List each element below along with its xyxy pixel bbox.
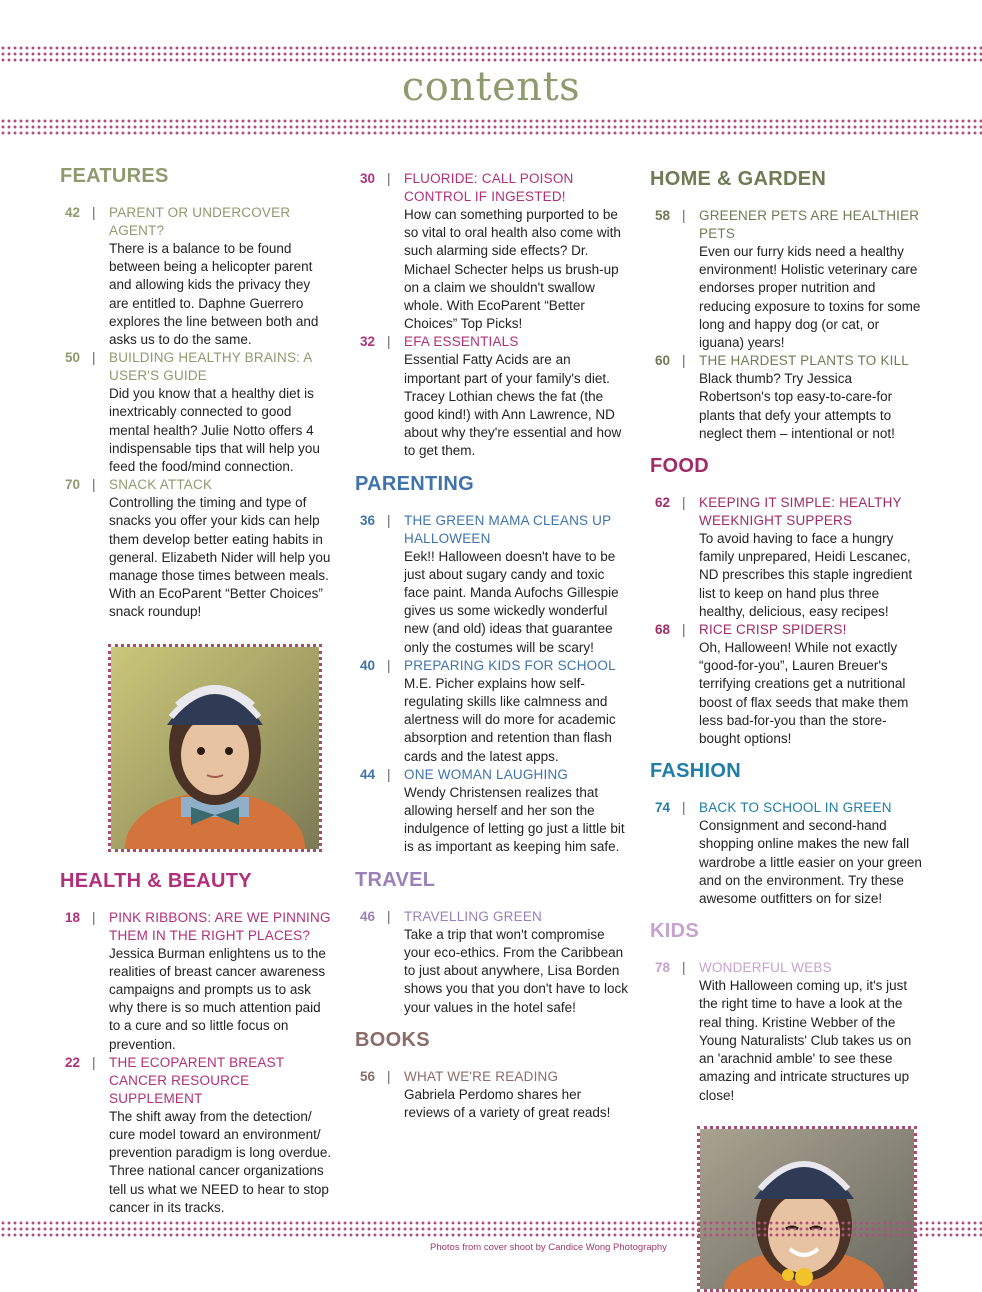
- toc-entry[interactable]: [650, 621, 922, 748]
- entry-description: Wendy Christensen realizes that allowing herself and her son the indulgence of letting go just a little bit is as important as keeping him safe.: [404, 784, 625, 855]
- page-number: 70: [65, 477, 81, 493]
- entry-description: Black thumb? Try Jessica Robertson's top easy-to-care-for plants that defy your attempts to neglect them – intentional or not!: [699, 371, 895, 441]
- separator-bar: |: [387, 171, 391, 186]
- toc-entry[interactable]: [60, 349, 332, 476]
- separator-bar: |: [682, 960, 686, 976]
- entry-title[interactable]: SNACK ATTACK: [109, 477, 213, 493]
- entry-description: Consignment and second-hand shopping online makes the new fall wardrobe a little easier on your green and on the environment. Try these awesome outfitters on for size!: [699, 818, 922, 907]
- cover-photo-boy-portrait: [108, 644, 322, 852]
- separator-bar: |: [92, 909, 96, 925]
- cover-photo-boy-flower: [697, 1126, 917, 1292]
- page-number: 46: [360, 908, 376, 924]
- toc-entry[interactable]: [650, 352, 922, 443]
- page-number: 68: [655, 622, 671, 638]
- separator-bar: |: [387, 908, 391, 924]
- section-heading-features: FEATURES: [60, 165, 169, 187]
- toc-entry[interactable]: [60, 1054, 332, 1217]
- toc-entry[interactable]: [355, 657, 630, 766]
- toc-entry[interactable]: [650, 494, 922, 621]
- toc-entry[interactable]: [355, 512, 630, 657]
- toc-entry[interactable]: [650, 207, 922, 352]
- section-heading-books: BOOKS: [355, 1028, 430, 1051]
- toc-entry[interactable]: [60, 909, 332, 1054]
- section-heading-health-beauty: HEALTH & BEAUTY: [60, 869, 252, 892]
- entry-description: Eek!! Halloween doesn't have to be just about sugary candy and toxic face paint. Manda Aufochs Gillespie gives us some wickedly wonderful new (and old) ideas that guarantee only the costumes will be scary!: [404, 548, 619, 655]
- entry-title[interactable]: BUILDING HEALTHY BRAINS: A USER'S GUIDE: [109, 350, 312, 384]
- entry-title[interactable]: TRAVELLING GREEN: [404, 908, 542, 924]
- entry-title[interactable]: PREPARING KIDS FOR SCHOOL: [404, 657, 616, 673]
- separator-bar: |: [387, 657, 391, 673]
- separator-bar: |: [387, 512, 391, 528]
- separator-bar: |: [387, 766, 391, 782]
- entry-description: Jessica Burman enlightens us to the realities of breast cancer awareness campaigns and prompts us to ask why there is so much attention paid to a cure and so little focus on prevention.: [109, 945, 326, 1052]
- page-number: 62: [655, 495, 671, 511]
- page-number: 58: [655, 208, 671, 223]
- section-heading-travel: TRAVEL: [355, 868, 436, 891]
- separator-bar: |: [92, 350, 96, 366]
- entry-description: To avoid having to face a hungry family unprepared, Heidi Lescanec, ND prescribes this staple ingredient list to keep on hand plus three healthy, delicious, easy recipes!: [699, 531, 913, 619]
- toc-entry[interactable]: [650, 959, 922, 1104]
- separator-bar: |: [387, 1068, 391, 1084]
- toc-entry[interactable]: [355, 766, 630, 857]
- separator-bar: |: [682, 622, 686, 638]
- separator-bar: |: [682, 800, 686, 816]
- page-title: contents: [401, 64, 581, 110]
- toc-entry[interactable]: [355, 1068, 630, 1122]
- column-1: [60, 165, 332, 1217]
- title-dotted-border: [0, 118, 982, 136]
- section-heading-fashion: FASHION: [650, 760, 741, 783]
- entry-title[interactable]: THE ECOPARENT BREAST CANCER RESOURCE SUPPLEMENT: [109, 1054, 285, 1106]
- entry-title[interactable]: THE HARDEST PLANTS TO KILL: [699, 353, 910, 369]
- entry-description: Controlling the timing and type of snacks you offer your kids can help them develop better eating habits in general. Elizabeth Nider will help you manage those times between meals. With an EcoParent “Better Choices” snack roundup!: [109, 495, 331, 620]
- bottom-dotted-border: [0, 1220, 982, 1238]
- page-number: 56: [360, 1068, 376, 1084]
- toc-entry[interactable]: [355, 333, 630, 460]
- toc-entry[interactable]: [650, 799, 922, 908]
- toc-entry[interactable]: [355, 170, 630, 333]
- entry-description: There is a balance to be found between being a helicopter parent and allowing kids the privacy they are entitled to. Daphne Guerrero explores the line between both and asks us to do the same.: [109, 241, 319, 348]
- page-number: 60: [655, 353, 671, 369]
- page-number: 30: [360, 171, 376, 186]
- page-number: 44: [360, 766, 376, 782]
- boy-flower-illustration: [700, 1129, 914, 1289]
- entry-description: Gabriela Perdomo shares her reviews of a variety of great reads!: [404, 1086, 611, 1120]
- entry-description: Take a trip that won't compromise your eco-ethics. From the Caribbean to just about anywhere, Lisa Borden shows you that you don't have to lock your values in the hotel safe!: [404, 926, 628, 1015]
- section-heading-kids: KIDS: [650, 920, 699, 943]
- page-number: 42: [65, 205, 81, 220]
- page-number: 22: [65, 1054, 81, 1070]
- section-heading-food: FOOD: [650, 455, 709, 478]
- separator-bar: |: [682, 495, 686, 511]
- entry-description: Even our furry kids need a healthy environment! Holistic veterinary care endorses proper nutrition and reducing exposure to toxins for some long and happy dog (or cat, or iguana) years!: [699, 244, 921, 351]
- page-number: 78: [655, 960, 671, 976]
- entry-description: Essential Fatty Acids are an important part of your family's diet. Tracey Lothian chews the fat (the good kind!) with Ann Lawrence, ND about why they're essential and how to get them.: [404, 352, 622, 459]
- entry-description: The shift away from the detection/ cure model toward an environment/ prevention paradigm is long overdue. Three national cancer organizations tell us what we NEED to hear to stop cancer in its tracks.: [109, 1108, 332, 1215]
- page-number: 74: [655, 800, 671, 816]
- page-number: 50: [65, 350, 81, 366]
- entry-description: Oh, Halloween! While not exactly “good-for-you”, Lauren Breuer's terrifying creations get a nutritional boost of flax seeds that make them less bad-for-you than the store-bought options!: [699, 640, 909, 747]
- entry-title[interactable]: PINK RIBBONS: ARE WE PINNING THEM IN THE RIGHT PLACES?: [109, 909, 331, 943]
- photo-credit-caption: Photos from cover shoot by Candice Wong Photography: [430, 1242, 667, 1253]
- separator-bar: |: [92, 477, 96, 493]
- toc-entry[interactable]: [60, 476, 332, 621]
- entry-title[interactable]: THE GREEN MAMA CLEANS UP HALLOWEEN: [404, 512, 612, 546]
- entry-title[interactable]: FLUORIDE: CALL POISON CONTROL IF INGESTED!: [404, 171, 574, 204]
- section-heading-parenting: PARENTING: [355, 472, 474, 495]
- separator-bar: |: [387, 334, 391, 350]
- page-number: 36: [360, 512, 376, 528]
- top-dotted-border: [0, 45, 982, 63]
- entry-title[interactable]: BACK TO SCHOOL IN GREEN: [699, 800, 892, 816]
- column-2: [355, 170, 630, 1122]
- entry-title[interactable]: RICE CRISP SPIDERS!: [699, 622, 847, 638]
- entry-title[interactable]: PARENT OR UNDERCOVER AGENT?: [109, 205, 291, 238]
- entry-title[interactable]: EFA ESSENTIALS: [404, 334, 519, 350]
- separator-bar: |: [92, 1054, 96, 1070]
- toc-entry[interactable]: [355, 908, 630, 1017]
- column-3: [650, 168, 922, 1105]
- page-number: 18: [65, 909, 81, 925]
- separator-bar: |: [682, 208, 686, 223]
- separator-bar: |: [682, 353, 686, 369]
- entry-title[interactable]: ONE WOMAN LAUGHING: [404, 766, 569, 782]
- entry-description: M.E. Picher explains how self-regulating skills like calmness and alertness will do more for academic absorption and retention than flash cards and the latest apps.: [404, 675, 616, 764]
- section-heading-home-garden: HOME & GARDEN: [650, 168, 827, 190]
- toc-entry[interactable]: [60, 204, 332, 349]
- page-number: 32: [360, 334, 376, 350]
- entry-description: How can something purported to be so vital to oral health also come with such alarming side effects? Dr. Michael Schecter helps us brush-up on a claim we shouldn't swallow whole. With EcoParent “Better Choices” Top Picks!: [404, 207, 621, 332]
- page-number: 40: [360, 657, 376, 673]
- entry-title[interactable]: GREENER PETS ARE HEALTHIER PETS: [699, 208, 920, 241]
- entry-title[interactable]: WHAT WE'RE READING: [404, 1068, 559, 1084]
- entry-description: Did you know that a healthy diet is inextricably connected to good mental health? Julie Notto offers 4 indispensable tips that will help you feed the food/mind connection.: [109, 386, 320, 475]
- separator-bar: |: [92, 205, 96, 220]
- entry-title[interactable]: WONDERFUL WEBS: [699, 960, 832, 976]
- boy-portrait-illustration: [111, 647, 319, 849]
- entry-title[interactable]: KEEPING IT SIMPLE: HEALTHY WEEKNIGHT SUPPERS: [699, 495, 902, 529]
- entry-description: With Halloween coming up, it's just the right time to have a look at the real thing. Kristine Webber of the Young Naturalists' Club takes us on an 'arachnid amble' to see these amazing and intricate structures up close!: [699, 978, 912, 1103]
